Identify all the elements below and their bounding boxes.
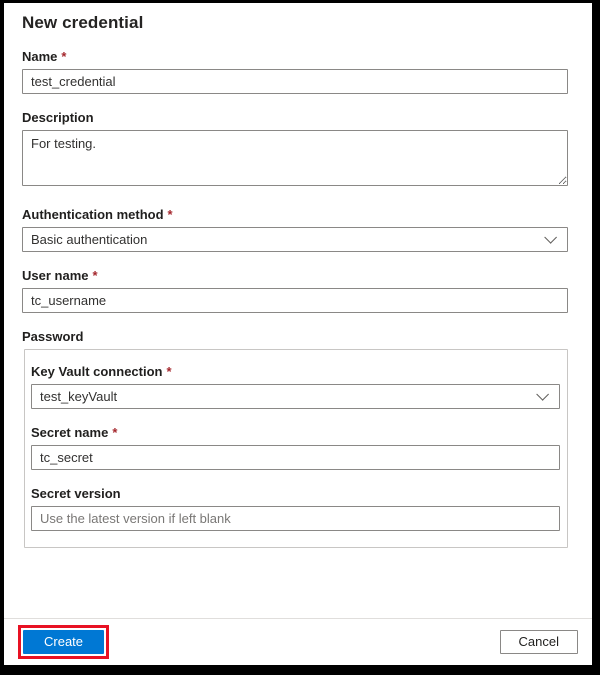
secret-name-label <box>31 425 560 440</box>
red-annotation-highlight <box>18 625 109 659</box>
required-asterisk: * <box>61 49 67 64</box>
username-field-group <box>22 268 568 313</box>
dialog-content <box>4 3 592 548</box>
cancel-button[interactable]: Cancel <box>500 630 578 654</box>
name-input[interactable] <box>22 69 568 94</box>
username-label-text: User name <box>22 268 89 283</box>
description-label-text: Description <box>22 110 94 125</box>
key-vault-connection-field-group <box>31 364 560 409</box>
secret-version-label <box>31 486 560 501</box>
required-asterisk: * <box>167 207 173 222</box>
auth-method-field-group <box>22 207 568 252</box>
dialog-footer <box>4 618 592 665</box>
secret-version-input[interactable] <box>31 506 560 531</box>
name-field-group <box>22 49 568 94</box>
key-vault-connection-label-text: Key Vault connection <box>31 364 163 379</box>
password-label-text: Password <box>22 329 84 344</box>
secret-version-field-group <box>31 486 560 531</box>
secret-name-field-group <box>31 425 560 470</box>
key-vault-connection-label <box>31 364 560 379</box>
auth-method-label-text: Authentication method <box>22 207 164 222</box>
username-input[interactable] <box>22 288 568 313</box>
username-label <box>22 268 568 283</box>
secret-version-label-text: Secret version <box>31 486 121 501</box>
required-asterisk: * <box>166 364 172 379</box>
create-button[interactable]: Create <box>23 630 104 654</box>
required-asterisk: * <box>112 425 118 440</box>
description-label <box>22 110 568 125</box>
description-textarea[interactable] <box>22 130 568 186</box>
description-field-group <box>22 110 568 191</box>
key-vault-connection-select[interactable] <box>31 384 560 409</box>
secret-name-label-text: Secret name <box>31 425 109 440</box>
password-group-box <box>24 349 568 548</box>
secret-name-input[interactable] <box>31 445 560 470</box>
name-label-text: Name <box>22 49 58 64</box>
auth-method-select[interactable] <box>22 227 568 252</box>
password-label <box>22 329 568 344</box>
auth-method-label <box>22 207 568 222</box>
chevron-down-icon <box>544 231 557 244</box>
page-title: New credential <box>22 13 144 32</box>
required-asterisk: * <box>92 268 98 283</box>
auth-method-selected-value: Basic authentication <box>31 232 148 247</box>
name-label <box>22 49 568 64</box>
password-section <box>22 329 568 548</box>
chevron-down-icon <box>536 388 549 401</box>
key-vault-connection-selected-value: test_keyVault <box>40 389 118 404</box>
